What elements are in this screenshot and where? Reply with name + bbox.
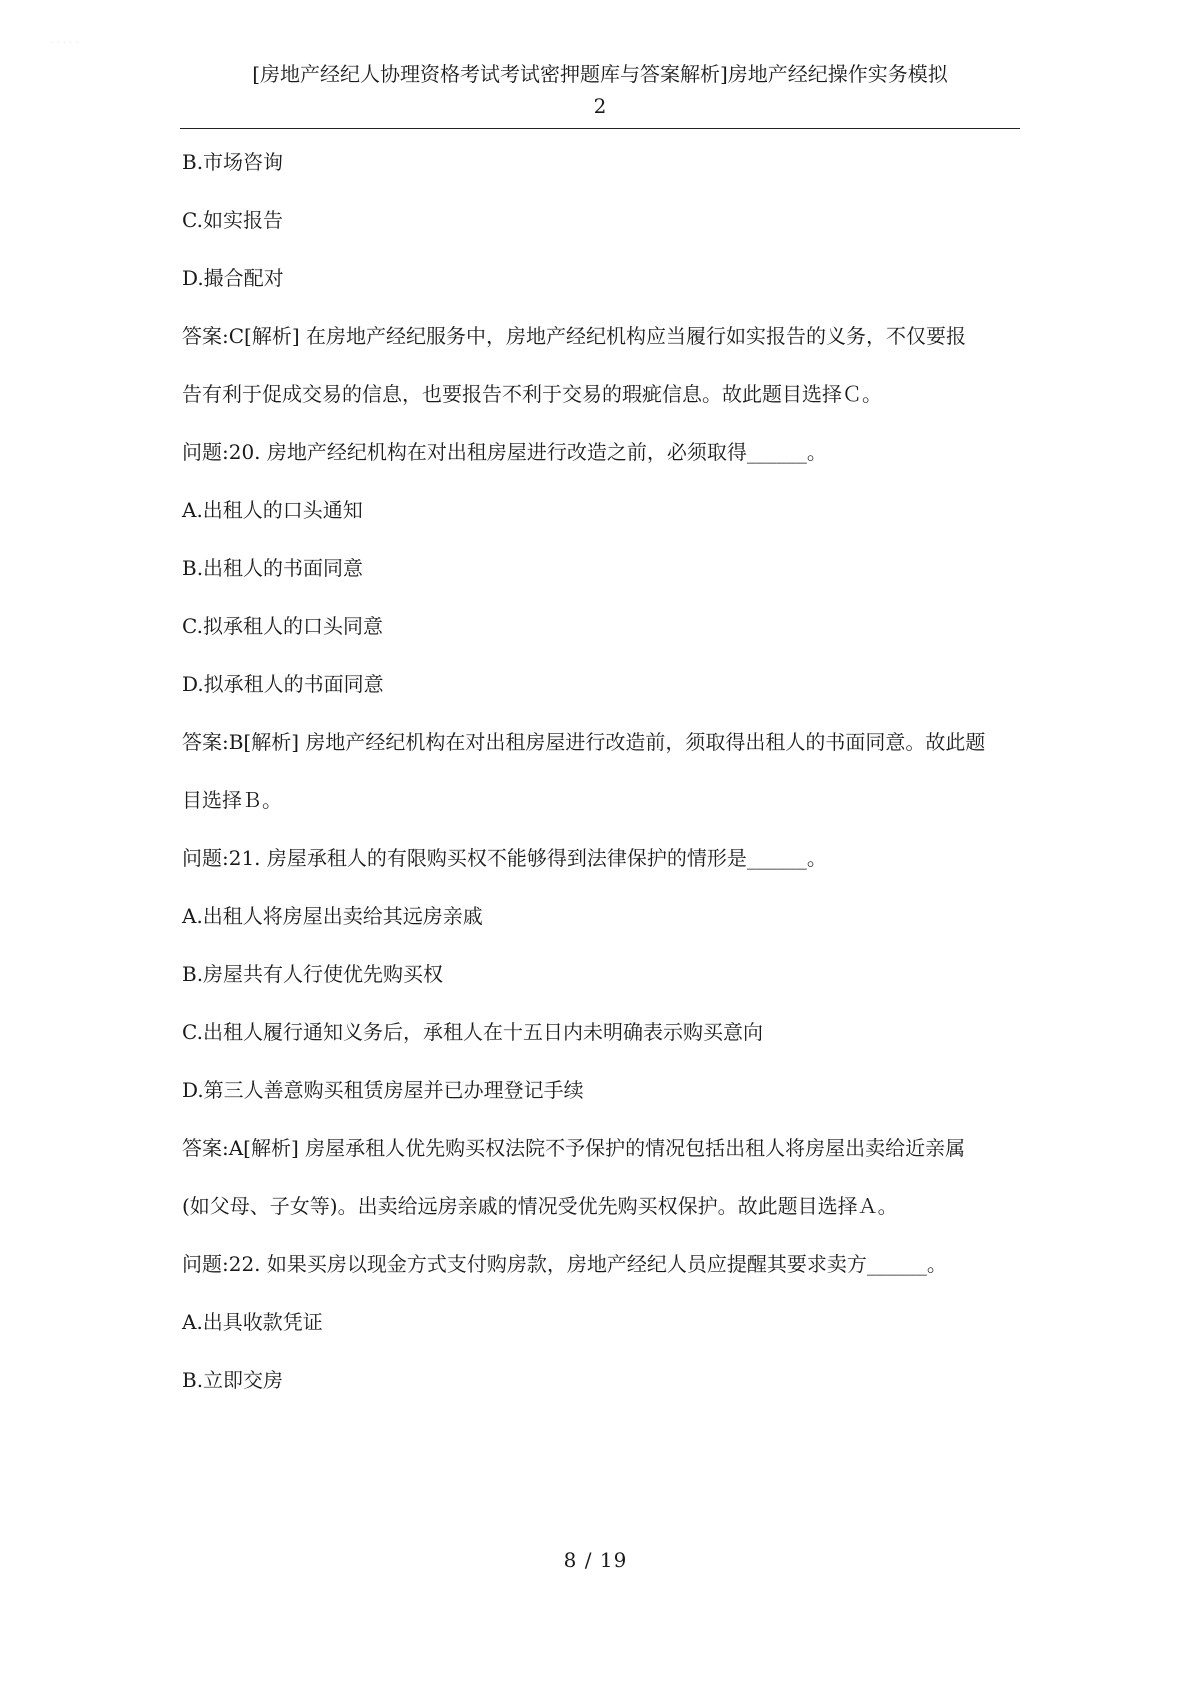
option-line: A.出租人将房屋出卖给其远房亲戚 [182, 904, 483, 928]
answer-line: 目选择Ｂ。 [182, 788, 282, 812]
question-line: 问题:21. 房屋承租人的有限购买权不能够得到法律保护的情形是______。 [182, 846, 827, 870]
option-line: B.立即交房 [182, 1368, 284, 1392]
option-line: C.拟承租人的口头同意 [182, 614, 383, 638]
watermark: · · · · · [50, 38, 79, 49]
question-line: 问题:20. 房地产经纪机构在对出租房屋进行改造之前，必须取得______。 [182, 440, 827, 464]
answer-line: (如父母、子女等)。出卖给远房亲戚的情况受优先购买权保护。故此题目选择Ａ。 [182, 1194, 898, 1218]
option-line: D.第三人善意购买租赁房屋并已办理登记手续 [182, 1078, 584, 1102]
page-number: 8 / 19 [563, 1548, 628, 1572]
option-line: A.出租人的口头通知 [182, 498, 363, 522]
option-line: B.市场咨询 [182, 150, 284, 174]
question-line: 问题:22. 如果买房以现金方式支付购房款，房地产经纪人员应提醒其要求卖方______。 [182, 1252, 947, 1276]
option-line: B.出租人的书面同意 [182, 556, 364, 580]
option-line: D.拟承租人的书面同意 [182, 672, 384, 696]
answer-line: 答案:B[解析] 房地产经纪机构在对出租房屋进行改造前，须取得出租人的书面同意。故此题 [182, 730, 986, 754]
answer-line: 答案:A[解析] 房屋承租人优先购买权法院不予保护的情况包括出租人将房屋出卖给近亲属 [182, 1136, 966, 1160]
option-line: B.房屋共有人行使优先购买权 [182, 962, 444, 986]
header-title: [房地产经纪人协理资格考试考试密押题库与答案解析]房地产经纪操作实务模拟 [252, 62, 948, 86]
option-line: C.出租人履行通知义务后，承租人在十五日内未明确表示购买意向 [182, 1020, 763, 1044]
header-subtitle: 2 [593, 94, 607, 118]
answer-line: 答案:C[解析] 在房地产经纪服务中，房地产经纪机构应当履行如实报告的义务，不仅要报 [182, 324, 967, 348]
option-line: D.撮合配对 [182, 266, 284, 290]
answer-line: 告有利于促成交易的信息，也要报告不利于交易的瑕疵信息。故此题目选择Ｃ。 [182, 382, 882, 406]
option-line: C.如实报告 [182, 208, 283, 232]
option-line: A.出具收款凭证 [182, 1310, 323, 1334]
header-divider [180, 128, 1020, 129]
page-header [180, 58, 1020, 122]
